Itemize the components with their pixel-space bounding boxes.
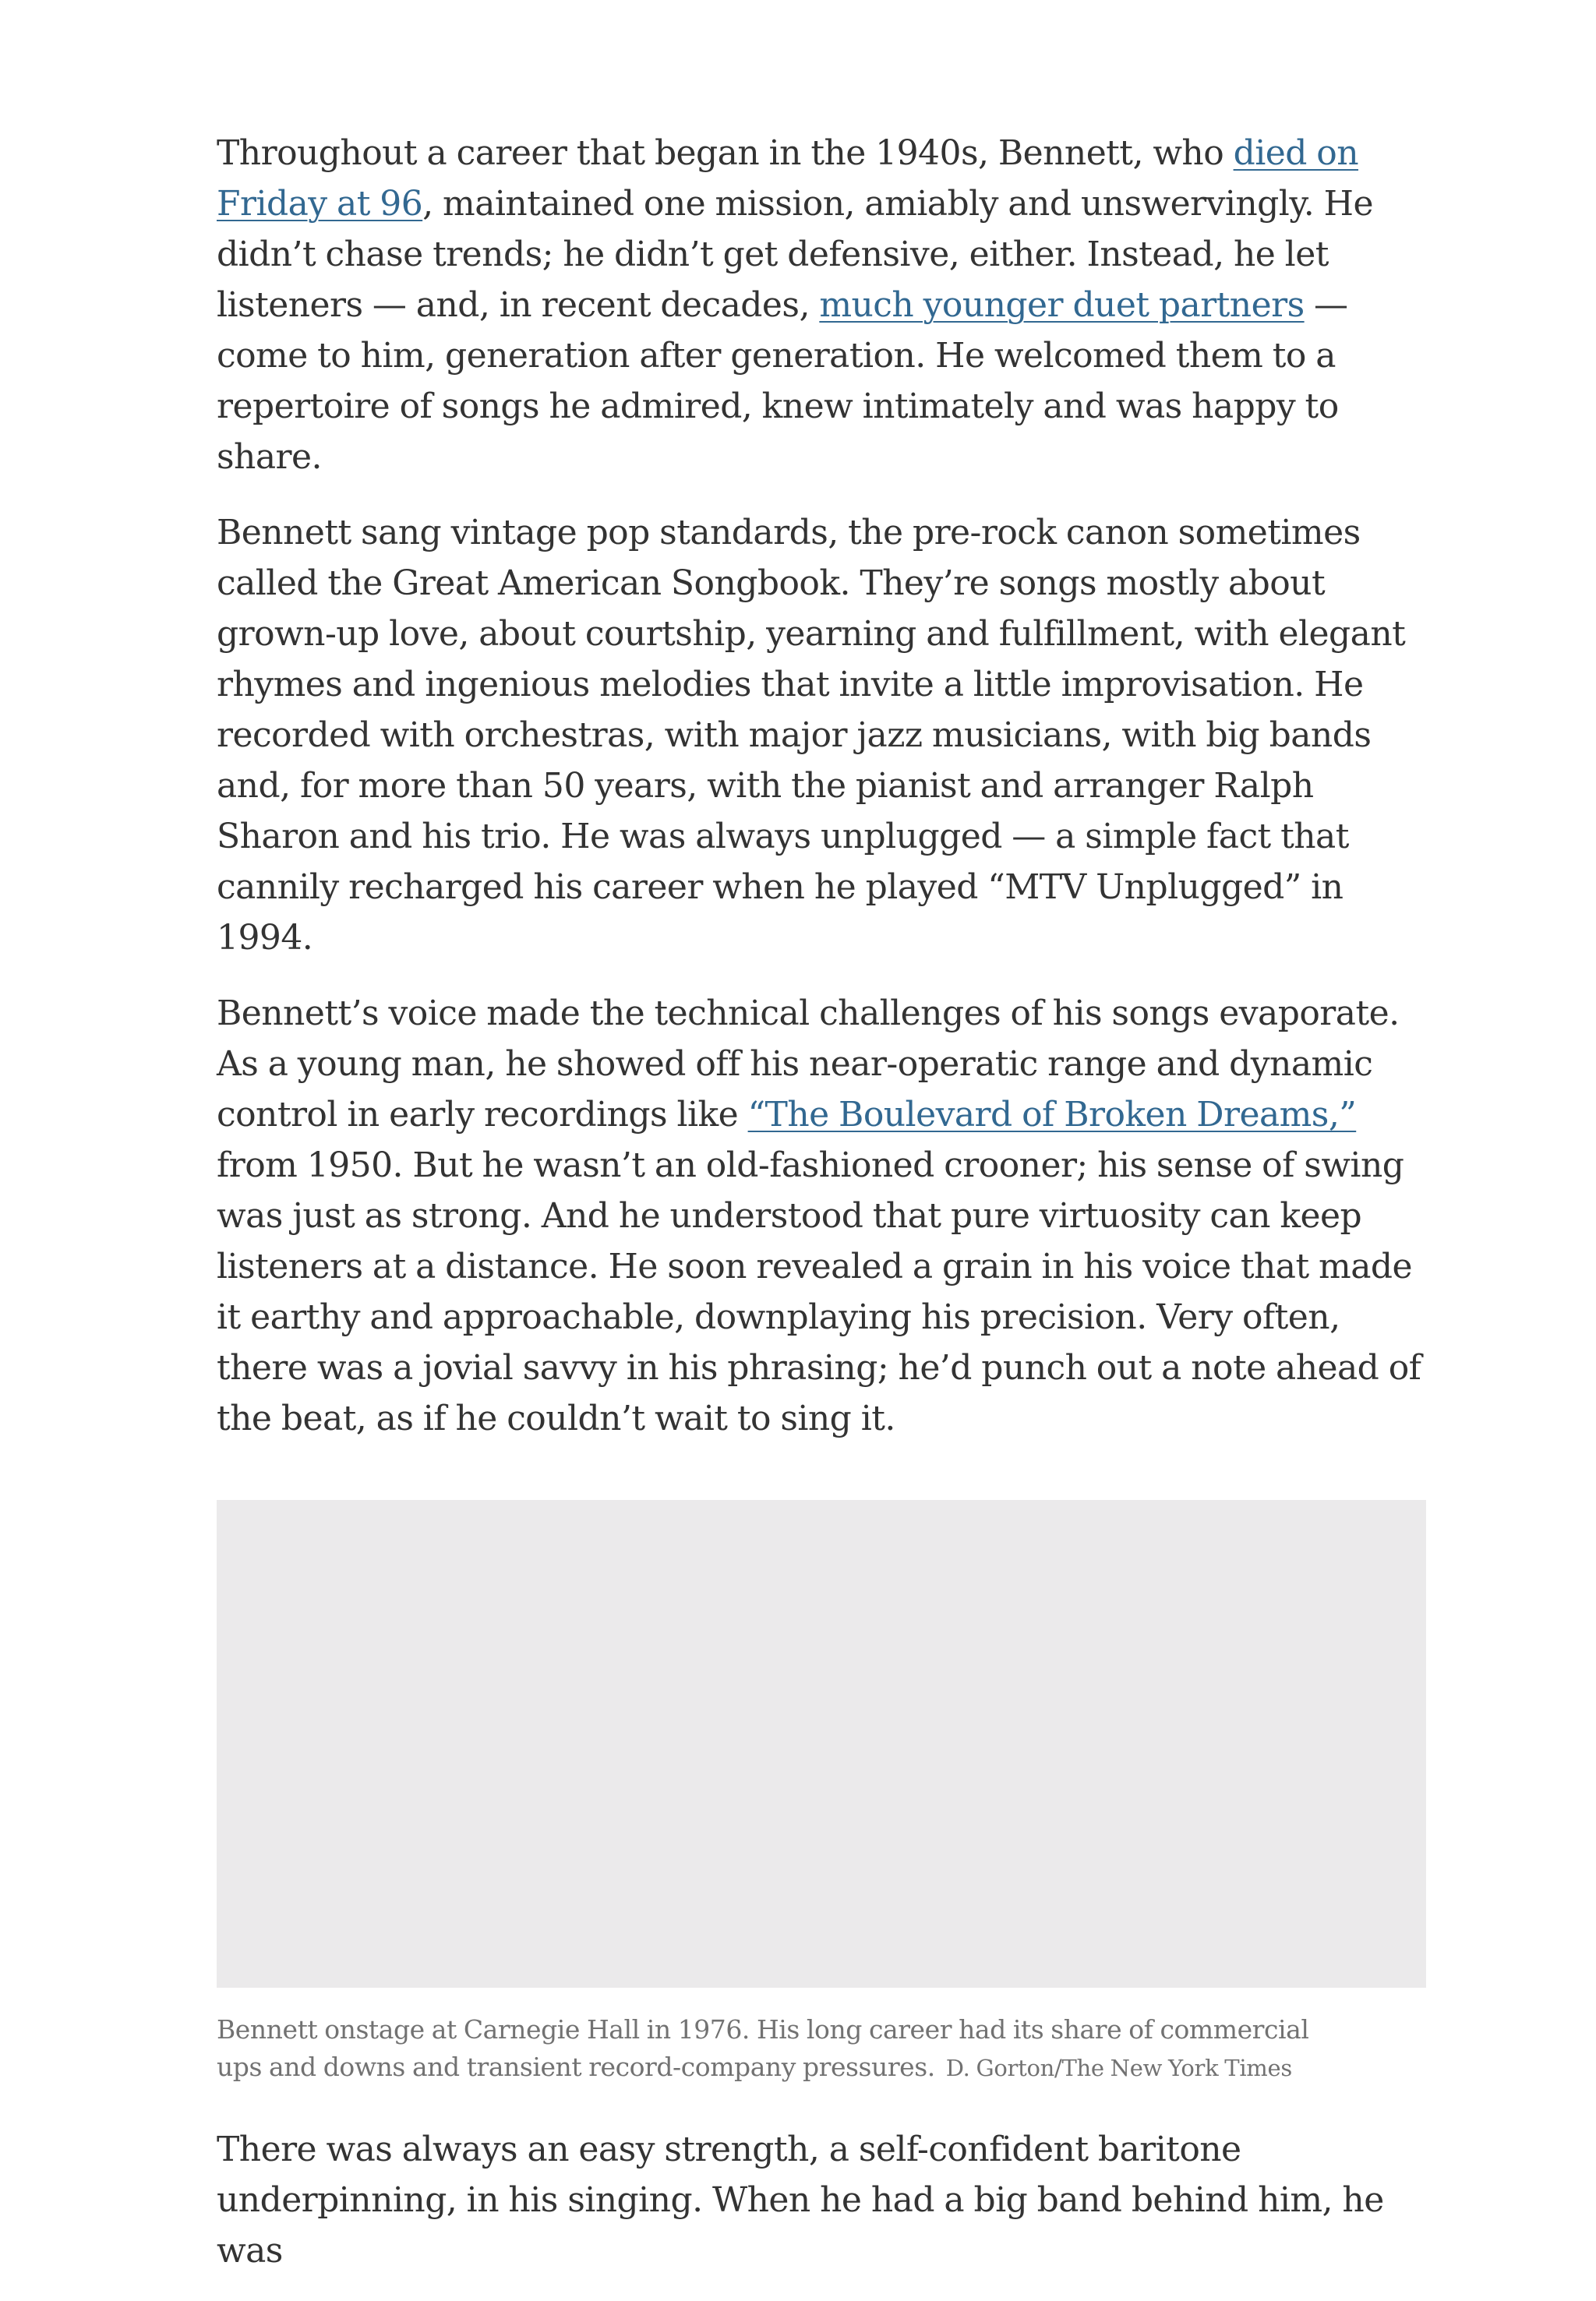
photo-credit: D. Gorton/The New York Times [945,2055,1292,2081]
paragraph-4: There was always an easy strength, a self-confident baritone underpinning, in his singing. When he had a big band behind him, he was [217,2130,1384,2271]
duet-partners-link[interactable]: much younger duet partners [819,285,1305,325]
died-on-friday-link[interactable]: died on Friday at 96 [217,133,1359,224]
figure-caption [217,2011,1354,2087]
paragraph-1 [217,128,1426,482]
boulevard-of-broken-dreams-link[interactable]: “The Boulevard of Broken Dreams,” [747,1095,1357,1135]
paragraph-3-text-b: from 1950. But he wasn’t an old-fashioned crooner; his sense of swing was just as strong. And he understood that pure virtuosity can keep listeners at a distance. He soon revealed a grain in his voice that made it earthy and approachable, downplaying his precision. Very often, there was a jovial savvy in his phrasing; he’d punch out a note ahead of the beat, as if he couldn’t wait to sing it. [217,1145,1421,1438]
paragraph-3-text-a: Bennett’s voice made the technical challenges of his songs evaporate. As a young man, he showed off his near-operatic range and dynamic control in early recordings like [217,993,1400,1135]
caption-text: Bennett onstage at Carnegie Hall in 1976. His long career had its share of commercial ups and downs and transient record-company pressures. [217,2014,1309,2082]
article-figure [217,1500,1426,2087]
article-body [217,128,1426,2301]
paragraph-1-text-c: — come to him, generation after generation. He welcomed them to a repertoire of songs he admired, knew intimately and was happy to share. [217,285,1348,477]
photo-placeholder [217,1500,1426,1988]
paragraph-2: Bennett sang vintage pop standards, the pre-rock canon sometimes called the Great American Songbook. They’re songs mostly about grown-up love, about courtship, yearning and fulfillment, with elegant rhymes and ingenious melodies that invite a little improvisation. He recorded with orchestras, with major jazz musicians, with big bands and, for more than 50 years, with the pianist and arranger Ralph Sharon and his trio. He was always unplugged — a simple fact that cannily recharged his career when he played “MTV Unplugged” in 1994. [217,513,1406,958]
paragraph-3 [217,988,1426,1444]
paragraph-1-text-b: , maintained one mission, amiably and unswervingly. He didn’t chase trends; he didn’t get defensive, either. Instead, he let listeners — and, in recent decades, [217,184,1373,325]
paragraph-1-text-a: Throughout a career that began in the 1940s, Bennett, who [217,133,1234,173]
